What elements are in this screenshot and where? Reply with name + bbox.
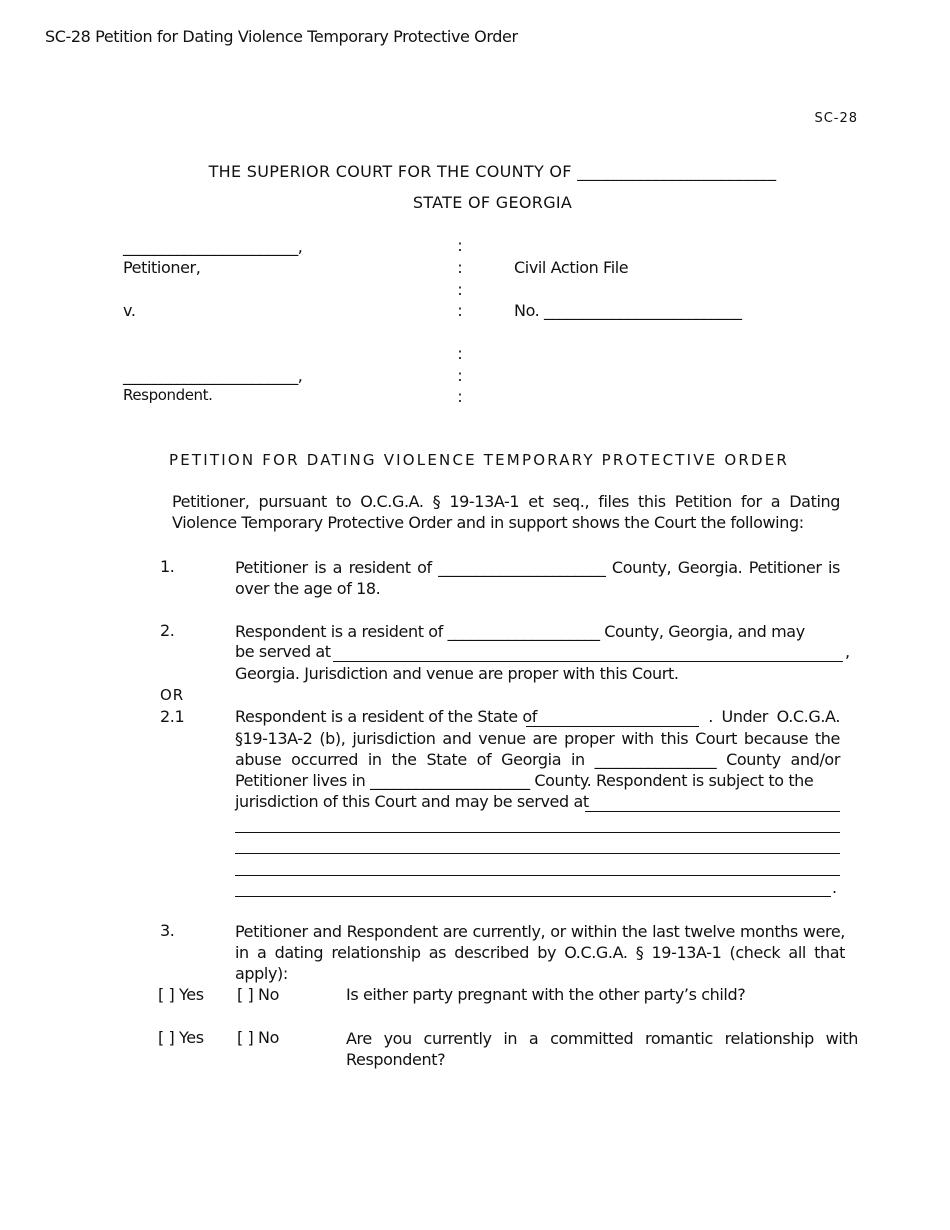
item-2-line1: Respondent is a resident of ____________________ County, Georgia, and may [235, 622, 805, 641]
intro-paragraph: Petitioner, pursuant to O.C.G.A. § 19-13A-1 et seq., files this Petition for a Dating Violence Temporary Protective Order and in support shows the Court the following: [172, 492, 840, 532]
caption-colon: : [457, 258, 463, 277]
caption-colon: : [457, 366, 463, 385]
petitioner-name-blank[interactable]: _______________________, [123, 237, 303, 256]
item-3-number: 3. [160, 921, 175, 940]
q2-no-checkbox[interactable]: [ ] No [237, 1028, 280, 1047]
document-header-title: SC-28 Petition for Dating Violence Temporary Protective Order [45, 27, 518, 46]
q2-text: Are you currently in a committed romantic relationship with Respondent? [346, 1029, 858, 1069]
q1-yes-checkbox[interactable]: [ ] Yes [158, 985, 204, 1004]
caption-colon: : [457, 344, 463, 363]
form-code: SC-28 [814, 111, 858, 126]
item-2-1-last-line: jurisdiction of this Court and may be served at [235, 792, 589, 811]
item-2-1-body: §19-13A-2 (b), jurisdiction and venue are proper with this Court because the abuse occurred in the State of Georgia in ________________ County and/or Petitioner lives in _____________________ County. Respondent is subject to the [235, 729, 840, 790]
civil-action-label: Civil Action File [514, 258, 629, 277]
item-1-text: Petitioner is a resident of ______________________ County, Georgia. Petitioner is over the age of 18. [235, 558, 840, 598]
item-2-1-lead: Respondent is a resident of the State of [235, 707, 537, 726]
petition-title: PETITION FOR DATING VIOLENCE TEMPORARY PROTECTIVE ORDER [169, 451, 790, 469]
respondent-name-blank[interactable]: _______________________, [123, 366, 303, 385]
item-3-text: Petitioner and Respondent are currently, or within the last twelve months were, in a dating relationship as described by O.C.G.A. § 19-13A-1 (check all that apply): [235, 922, 845, 983]
caption-colon: : [457, 301, 463, 320]
or-label: OR [160, 686, 185, 704]
case-number-field[interactable]: No. __________________________ [514, 301, 742, 320]
item-2-1-address-line[interactable] [585, 811, 840, 812]
item-2-1-period: . [832, 878, 837, 897]
item-2-1-address-line[interactable] [235, 853, 840, 854]
item-2-served-at-label: be served at [235, 642, 331, 661]
item-2-1-number: 2.1 [160, 707, 185, 726]
item-2-1-address-line[interactable] [235, 875, 840, 876]
caption-colon: : [457, 280, 463, 299]
court-heading: THE SUPERIOR COURT FOR THE COUNTY OF ________________________ [208, 162, 777, 181]
item-2-1-address-line[interactable] [235, 896, 831, 897]
item-1-number: 1. [160, 557, 175, 576]
q2-yes-checkbox[interactable]: [ ] Yes [158, 1028, 204, 1047]
item-2-line3: Georgia. Jurisdiction and venue are proper with this Court. [235, 664, 679, 683]
caption-colon: : [457, 236, 463, 255]
q1-no-checkbox[interactable]: [ ] No [237, 985, 280, 1004]
item-2-1-state-line[interactable] [526, 726, 699, 727]
item-2-1-address-line[interactable] [235, 832, 840, 833]
q1-text: Is either party pregnant with the other party’s child? [346, 985, 746, 1004]
petitioner-label: Petitioner, [123, 258, 201, 277]
caption-colon: : [457, 387, 463, 406]
item-2-number: 2. [160, 621, 175, 640]
item-2-comma: , [845, 642, 850, 661]
item-2-1-after: . Under O.C.G.A. [708, 707, 840, 726]
item-2-address-line[interactable] [333, 661, 843, 662]
state-heading: STATE OF GEORGIA [412, 193, 573, 212]
respondent-label: Respondent. [123, 386, 213, 404]
versus-label: v. [123, 301, 136, 320]
